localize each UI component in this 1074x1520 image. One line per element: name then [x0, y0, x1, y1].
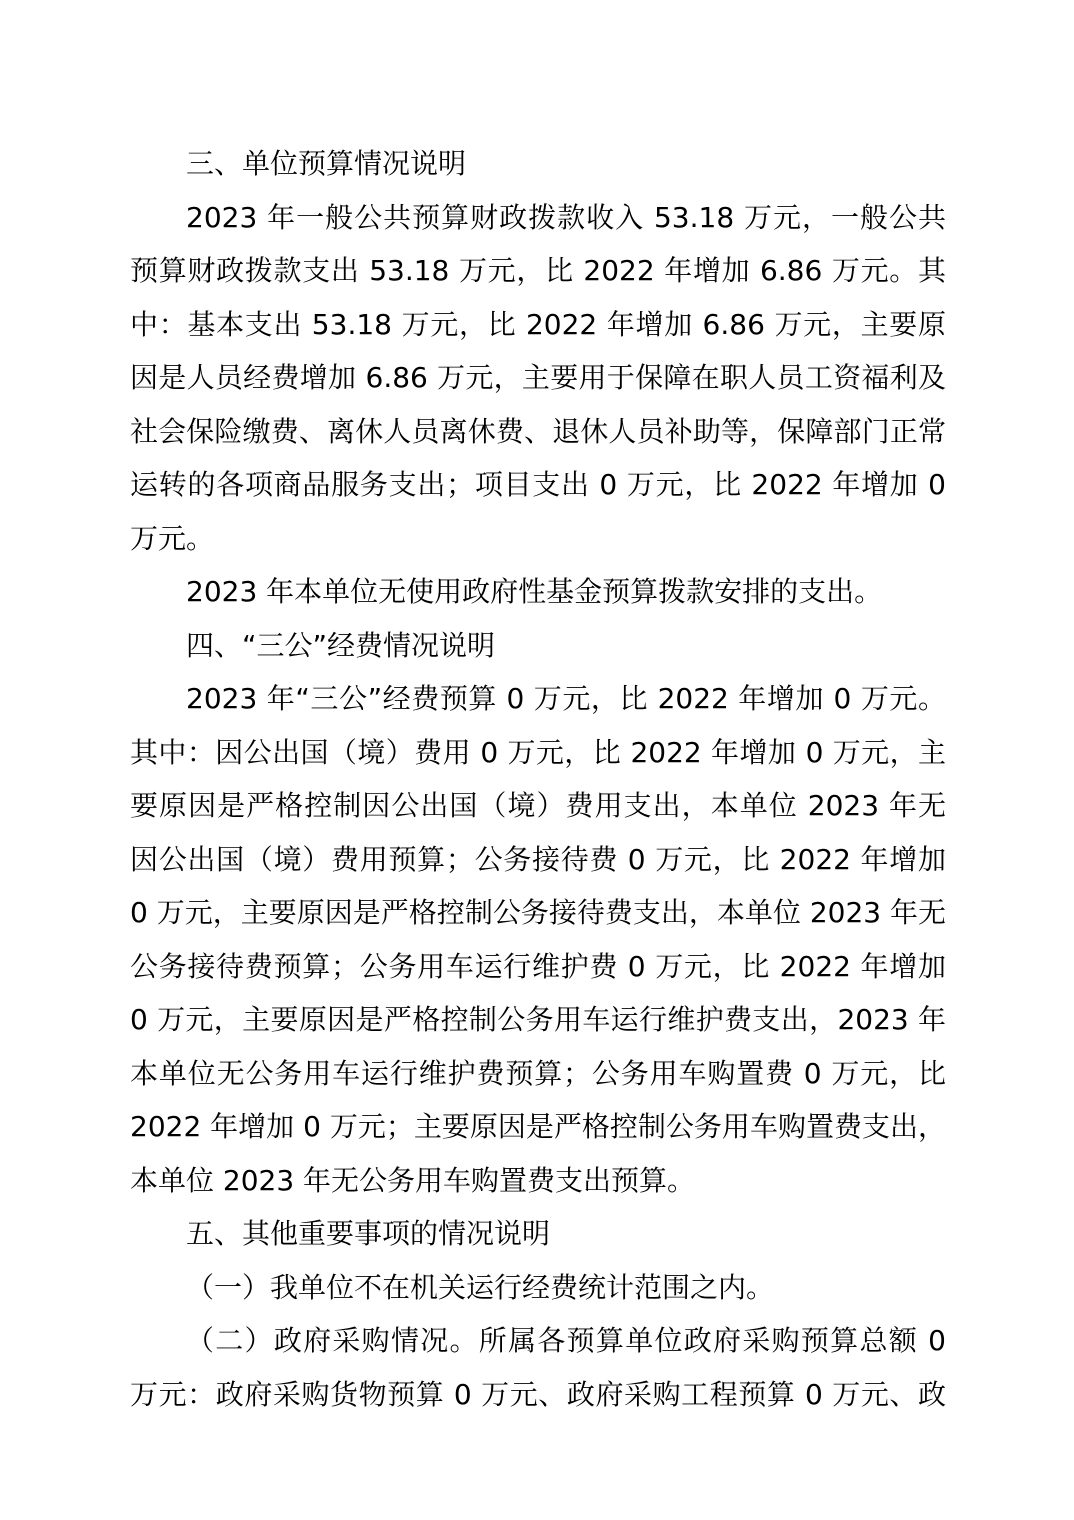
- section-heading-three-public: 四、“三公”经费情况说明: [186, 628, 496, 662]
- section-heading-unit-budget: 三、单位预算情况说明: [186, 147, 467, 180]
- paragraph-fund-budget: 2023 年本单位无使用政府性基金预算拨款安排的支出。: [186, 575, 883, 608]
- paragraph-other-matters-item-2: （二）政府采购情况。所属各预算单位政府采购预算总额 0 万元：政府采购货物预算 0 万元、政府采购工程预算 0 万元、政: [130, 1324, 946, 1411]
- section-heading-other-matters: 五、其他重要事项的情况说明: [186, 1217, 551, 1250]
- paragraph-other-matters-item-1: （一）我单位不在机关运行经费统计范围之内。: [186, 1270, 775, 1304]
- paragraph-unit-budget: 2023 年一般公共预算财政拨款收入 53.18 万元，一般公共预算财政拨款支出 53.18 万元，比 2022 年增加 6.86 万元。其中：基本支出 53.18 万元，比 2022 年增加 6.86 万元，主要原因是人员经费增加 6.86 万元，主要用于保障在职人员工资福利及社会保险缴费、离休人员离休费、退休人员补助等，保障部门正常运转的各项商品服务支出；项目支出 0 万元，比 2022 年增加 0 万元。: [130, 200, 946, 555]
- document-body: [130, 137, 946, 1421]
- paragraph-three-public: 2023 年“三公”经费预算 0 万元，比 2022 年增加 0 万元。其中：因公出国（境）费用 0 万元，比 2022 年增加 0 万元，主要原因是严格控制因公出国（境）费用支出，本单位 2023 年无因公出国（境）费用预算；公务接待费 0 万元，比 2022 年增加 0 万元，主要原因是严格控制公务接待费支出，本单位 2023 年无公务接待费预算；公务用车运行维护费 0 万元，比 2022 年增加 0 万元，主要原因是严格控制公务用车运行维护费支出，2023 年本单位无公务用车运行维护费预算；公务用车购置费 0 万元，比 2022 年增加 0 万元；主要原因是严格控制公务用车购置费支出，本单位 2023 年无公务用车购置费支出预算。: [130, 682, 946, 1197]
